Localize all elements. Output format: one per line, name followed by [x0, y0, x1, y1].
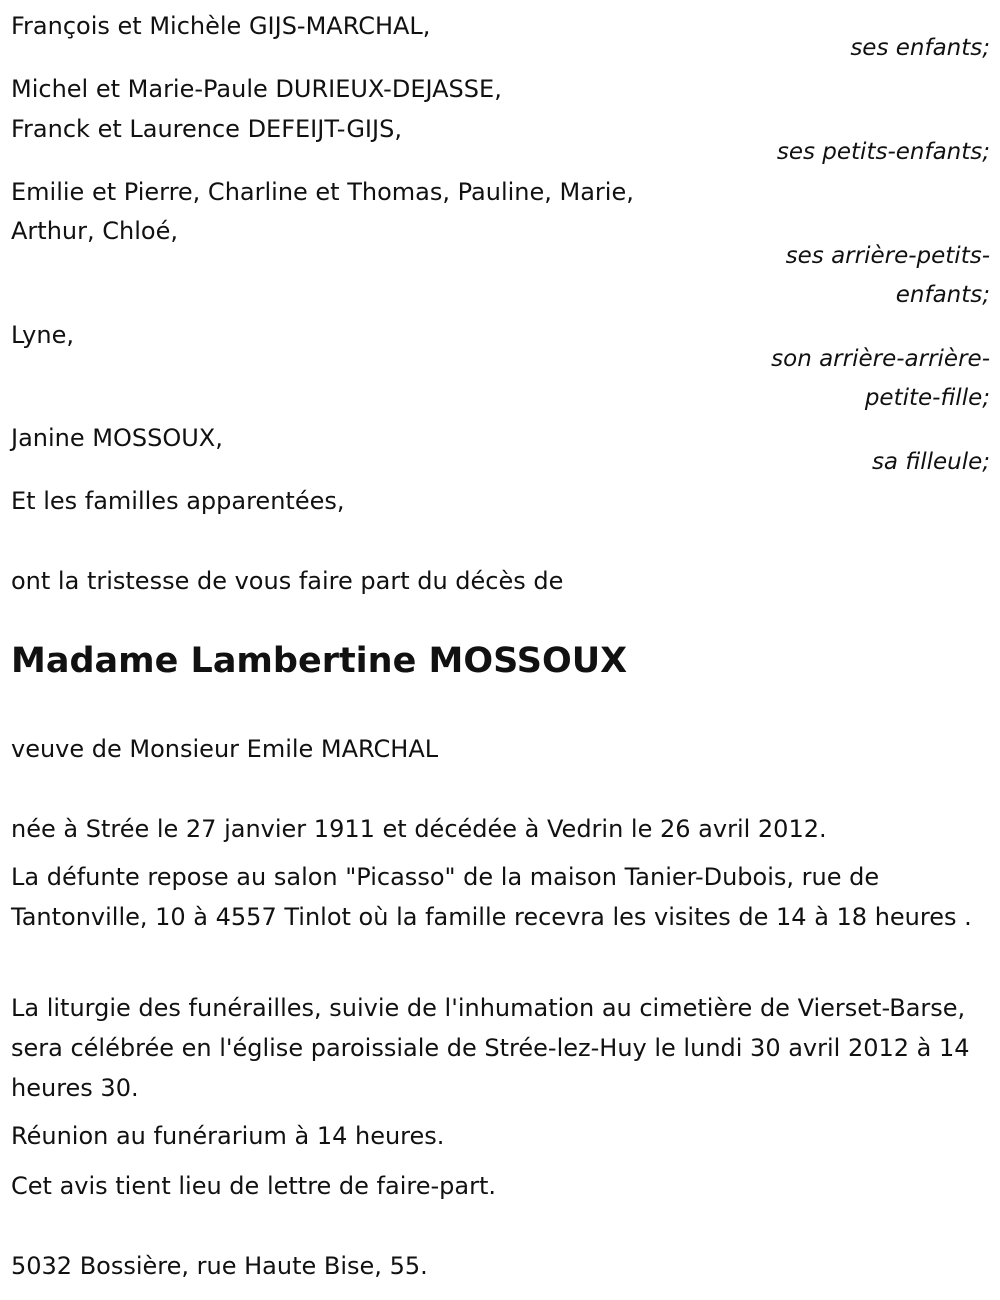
great-grandchildren-line-2: Arthur, Chloé,	[11, 217, 178, 245]
address: 5032 Bossière, rue Haute Bise, 55.	[11, 1252, 428, 1280]
grandchildren-role: ses petits-enfants;	[776, 139, 990, 165]
meeting-details: Réunion au funérarium à 14 heures.	[11, 1122, 445, 1150]
great-grandchildren-role-line-2: enfants;	[895, 282, 990, 308]
notice-text: Cet avis tient lieu de lettre de faire-part.	[11, 1172, 496, 1200]
goddaughter-role: sa filleule;	[871, 449, 990, 475]
related-families: Et les familles apparentées,	[11, 487, 345, 515]
great-grandchildren-role-line-1: ses arrière-petits-	[785, 243, 990, 269]
great-great-granddaughter-role-line-1: son arrière-arrière-	[771, 346, 990, 372]
children-role: ses enfants;	[850, 35, 990, 61]
visitation-details: La défunte repose au salon "Picasso" de la maison Tanier-Dubois, rue de Tantonville, 10 à 4557 Tinlot où la famille recevra les visites de 14 à 18 heures .	[11, 863, 972, 931]
goddaughter-name: Janine MOSSOUX,	[11, 424, 223, 452]
great-great-granddaughter-role-line-2: petite-fille;	[864, 385, 990, 411]
grandchildren-line-1: Michel et Marie-Paule DURIEUX-DEJASSE,	[11, 75, 502, 103]
great-great-granddaughter-name: Lyne,	[11, 321, 74, 349]
funeral-details: La liturgie des funérailles, suivie de l'inhumation au cimetière de Vierset-Barse, sera célébrée en l'église paroissiale de Strée-lez-Huy le lundi 30 avril 2012 à 14 heures 30.	[11, 994, 970, 1102]
announcement-text: ont la tristesse de vous faire part du décès de	[11, 567, 564, 595]
great-grandchildren-line-1: Emilie et Pierre, Charline et Thomas, Pauline, Marie,	[11, 178, 634, 206]
children-names: François et Michèle GIJS-MARCHAL,	[11, 12, 431, 40]
grandchildren-line-2: Franck et Laurence DEFEIJT-GIJS,	[11, 115, 402, 143]
birth-death-details: née à Strée le 27 janvier 1911 et décédée à Vedrin le 26 avril 2012.	[11, 815, 827, 843]
widow-of: veuve de Monsieur Emile MARCHAL	[11, 735, 439, 763]
deceased-name: Madame Lambertine MOSSOUX	[11, 641, 628, 681]
